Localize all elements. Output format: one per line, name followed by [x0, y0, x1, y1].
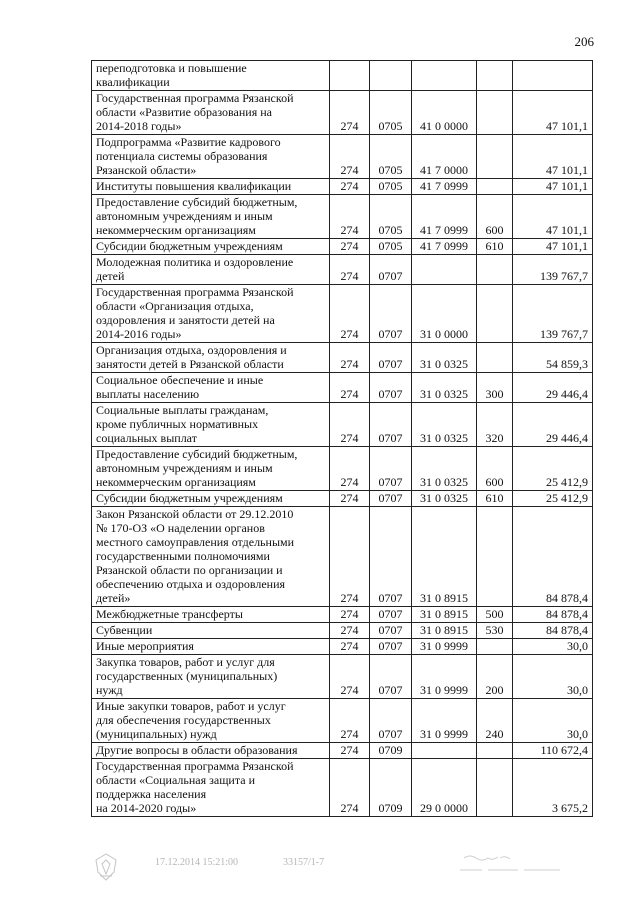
row-section-code: 0707 [370, 623, 412, 639]
row-name: Молодежная политика и оздоровление детей [92, 255, 330, 285]
table-row [92, 639, 593, 655]
row-section-code: 0707 [370, 655, 412, 699]
row-amount: 25 412,9 [513, 447, 593, 491]
row-expense-type [477, 759, 513, 817]
row-expense-type [477, 507, 513, 607]
row-name: Социальное обеспечение и иные выплаты населению [92, 373, 330, 403]
row-name: Субвенции [92, 623, 330, 639]
row-expense-type [477, 285, 513, 343]
table-row [92, 507, 593, 607]
table-row [92, 179, 593, 195]
row-expense-type: 300 [477, 373, 513, 403]
row-amount: 47 101,1 [513, 91, 593, 135]
budget-table-body [92, 61, 593, 817]
row-section-code: 0707 [370, 343, 412, 373]
row-name: Социальные выплаты гражданам, кроме публичных нормативных социальных выплат [92, 403, 330, 447]
row-section-code: 0707 [370, 607, 412, 623]
row-name: Государственная программа Рязанской области «Организация отдыха, оздоровления и занятости детей на 2014-2016 годы» [92, 285, 330, 343]
row-name: Предоставление субсидий бюджетным, автономным учреждениям и иным некоммерческим организациям [92, 447, 330, 491]
row-ministry-code: 274 [330, 255, 370, 285]
table-row [92, 91, 593, 135]
row-section-code: 0707 [370, 373, 412, 403]
row-ministry-code: 274 [330, 195, 370, 239]
document-footer [0, 852, 640, 892]
row-expense-type: 610 [477, 239, 513, 255]
table-row [92, 61, 593, 91]
emblem-icon [92, 852, 120, 885]
row-ministry-code: 274 [330, 639, 370, 655]
row-ministry-code: 274 [330, 343, 370, 373]
row-target-article [412, 255, 477, 285]
row-name: Государственная программа Рязанской области «Социальная защита и поддержка населения на 2014-2020 годы» [92, 759, 330, 817]
row-expense-type [477, 343, 513, 373]
row-section-code: 0707 [370, 255, 412, 285]
table-row [92, 255, 593, 285]
row-amount: 47 101,1 [513, 135, 593, 179]
row-ministry-code: 274 [330, 491, 370, 507]
row-target-article: 31 0 0325 [412, 491, 477, 507]
table-row [92, 607, 593, 623]
row-section-code: 0707 [370, 699, 412, 743]
table-row [92, 285, 593, 343]
row-target-article: 31 0 8915 [412, 623, 477, 639]
signature-stamp-icon [458, 852, 568, 879]
row-target-article: 31 0 0325 [412, 373, 477, 403]
row-target-article: 31 0 8915 [412, 507, 477, 607]
row-amount: 47 101,1 [513, 195, 593, 239]
row-target-article: 41 7 0999 [412, 239, 477, 255]
row-amount: 30,0 [513, 639, 593, 655]
row-section-code: 0707 [370, 639, 412, 655]
row-ministry-code: 274 [330, 743, 370, 759]
row-expense-type: 600 [477, 447, 513, 491]
row-expense-type [477, 743, 513, 759]
row-ministry-code: 274 [330, 135, 370, 179]
row-name: Организация отдыха, оздоровления и занятости детей в Рязанской области [92, 343, 330, 373]
row-target-article: 41 7 0000 [412, 135, 477, 179]
row-name: Субсидии бюджетным учреждениям [92, 239, 330, 255]
row-ministry-code: 274 [330, 607, 370, 623]
row-amount [513, 61, 593, 91]
row-amount: 139 767,7 [513, 285, 593, 343]
row-amount: 30,0 [513, 699, 593, 743]
page-number: 206 [574, 34, 594, 49]
row-ministry-code: 274 [330, 179, 370, 195]
row-target-article: 29 0 0000 [412, 759, 477, 817]
row-expense-type: 200 [477, 655, 513, 699]
row-amount: 47 101,1 [513, 179, 593, 195]
row-name: Субсидии бюджетным учреждениям [92, 491, 330, 507]
row-amount: 84 878,4 [513, 623, 593, 639]
row-ministry-code [330, 61, 370, 91]
table-row [92, 195, 593, 239]
row-amount: 84 878,4 [513, 607, 593, 623]
row-section-code [370, 61, 412, 91]
row-amount: 110 672,4 [513, 743, 593, 759]
row-expense-type [477, 639, 513, 655]
row-amount: 3 675,2 [513, 759, 593, 817]
row-ministry-code: 274 [330, 447, 370, 491]
table-row [92, 743, 593, 759]
row-target-article: 31 0 0325 [412, 343, 477, 373]
row-target-article: 31 0 8915 [412, 607, 477, 623]
table-row [92, 623, 593, 639]
row-name: Подпрограмма «Развитие кадрового потенциала системы образования Рязанской области» [92, 135, 330, 179]
row-amount: 47 101,1 [513, 239, 593, 255]
table-row [92, 135, 593, 179]
row-amount: 139 767,7 [513, 255, 593, 285]
row-name: Иные закупки товаров, работ и услуг для обеспечения государственных (муниципальных) нужд [92, 699, 330, 743]
table-row [92, 447, 593, 491]
table-row [92, 655, 593, 699]
row-ministry-code: 274 [330, 373, 370, 403]
row-amount: 84 878,4 [513, 507, 593, 607]
row-target-article: 31 0 0325 [412, 403, 477, 447]
row-expense-type: 530 [477, 623, 513, 639]
row-section-code: 0707 [370, 491, 412, 507]
table-row [92, 491, 593, 507]
table-row [92, 373, 593, 403]
row-target-article: 41 0 0000 [412, 91, 477, 135]
row-amount: 54 859,3 [513, 343, 593, 373]
footer-document-code: 33157/1-7 [283, 857, 325, 868]
row-amount: 25 412,9 [513, 491, 593, 507]
row-section-code: 0705 [370, 91, 412, 135]
row-expense-type: 500 [477, 607, 513, 623]
budget-table [91, 60, 593, 817]
row-target-article: 31 0 0000 [412, 285, 477, 343]
row-section-code: 0705 [370, 179, 412, 195]
row-name: Закон Рязанской области от 29.12.2010 № 170-ОЗ «О наделении органов местного самоуправления отдельными государственными полномочиями Рязанской области по организации и обеспечению отдыха и оздоровления детей» [92, 507, 330, 607]
row-section-code: 0705 [370, 239, 412, 255]
row-target-article: 41 7 0999 [412, 179, 477, 195]
row-name: Другие вопросы в области образования [92, 743, 330, 759]
row-section-code: 0709 [370, 759, 412, 817]
table-row [92, 699, 593, 743]
row-name: Межбюджетные трансферты [92, 607, 330, 623]
row-name: Предоставление субсидий бюджетным, автономным учреждениям и иным некоммерческим организациям [92, 195, 330, 239]
row-ministry-code: 274 [330, 759, 370, 817]
row-expense-type [477, 91, 513, 135]
row-expense-type: 240 [477, 699, 513, 743]
footer-date: 17.12.2014 15:21:00 [155, 857, 239, 868]
row-ministry-code: 274 [330, 91, 370, 135]
row-name: Иные мероприятия [92, 639, 330, 655]
row-ministry-code: 274 [330, 239, 370, 255]
row-name: Государственная программа Рязанской области «Развитие образования на 2014-2018 годы» [92, 91, 330, 135]
row-section-code: 0707 [370, 507, 412, 607]
row-amount: 30,0 [513, 655, 593, 699]
table-row [92, 759, 593, 817]
row-amount: 29 446,4 [513, 403, 593, 447]
row-target-article: 31 0 0325 [412, 447, 477, 491]
table-row [92, 403, 593, 447]
row-target-article [412, 61, 477, 91]
row-expense-type: 610 [477, 491, 513, 507]
row-expense-type [477, 255, 513, 285]
row-section-code: 0705 [370, 195, 412, 239]
row-name: переподготовка и повышение квалификации [92, 61, 330, 91]
row-name: Институты повышения квалификации [92, 179, 330, 195]
table-row [92, 239, 593, 255]
row-ministry-code: 274 [330, 285, 370, 343]
row-ministry-code: 274 [330, 403, 370, 447]
row-section-code: 0707 [370, 285, 412, 343]
row-section-code: 0705 [370, 135, 412, 179]
row-expense-type [477, 179, 513, 195]
row-expense-type: 320 [477, 403, 513, 447]
row-target-article: 31 0 9999 [412, 699, 477, 743]
row-amount: 29 446,4 [513, 373, 593, 403]
row-ministry-code: 274 [330, 655, 370, 699]
row-ministry-code: 274 [330, 623, 370, 639]
row-section-code: 0707 [370, 403, 412, 447]
table-row [92, 343, 593, 373]
row-section-code: 0707 [370, 447, 412, 491]
row-name: Закупка товаров, работ и услуг для государственных (муниципальных) нужд [92, 655, 330, 699]
row-section-code: 0709 [370, 743, 412, 759]
row-target-article [412, 743, 477, 759]
row-target-article: 41 7 0999 [412, 195, 477, 239]
row-target-article: 31 0 9999 [412, 655, 477, 699]
row-ministry-code: 274 [330, 507, 370, 607]
row-expense-type [477, 135, 513, 179]
row-target-article: 31 0 9999 [412, 639, 477, 655]
row-expense-type [477, 61, 513, 91]
row-expense-type: 600 [477, 195, 513, 239]
row-ministry-code: 274 [330, 699, 370, 743]
